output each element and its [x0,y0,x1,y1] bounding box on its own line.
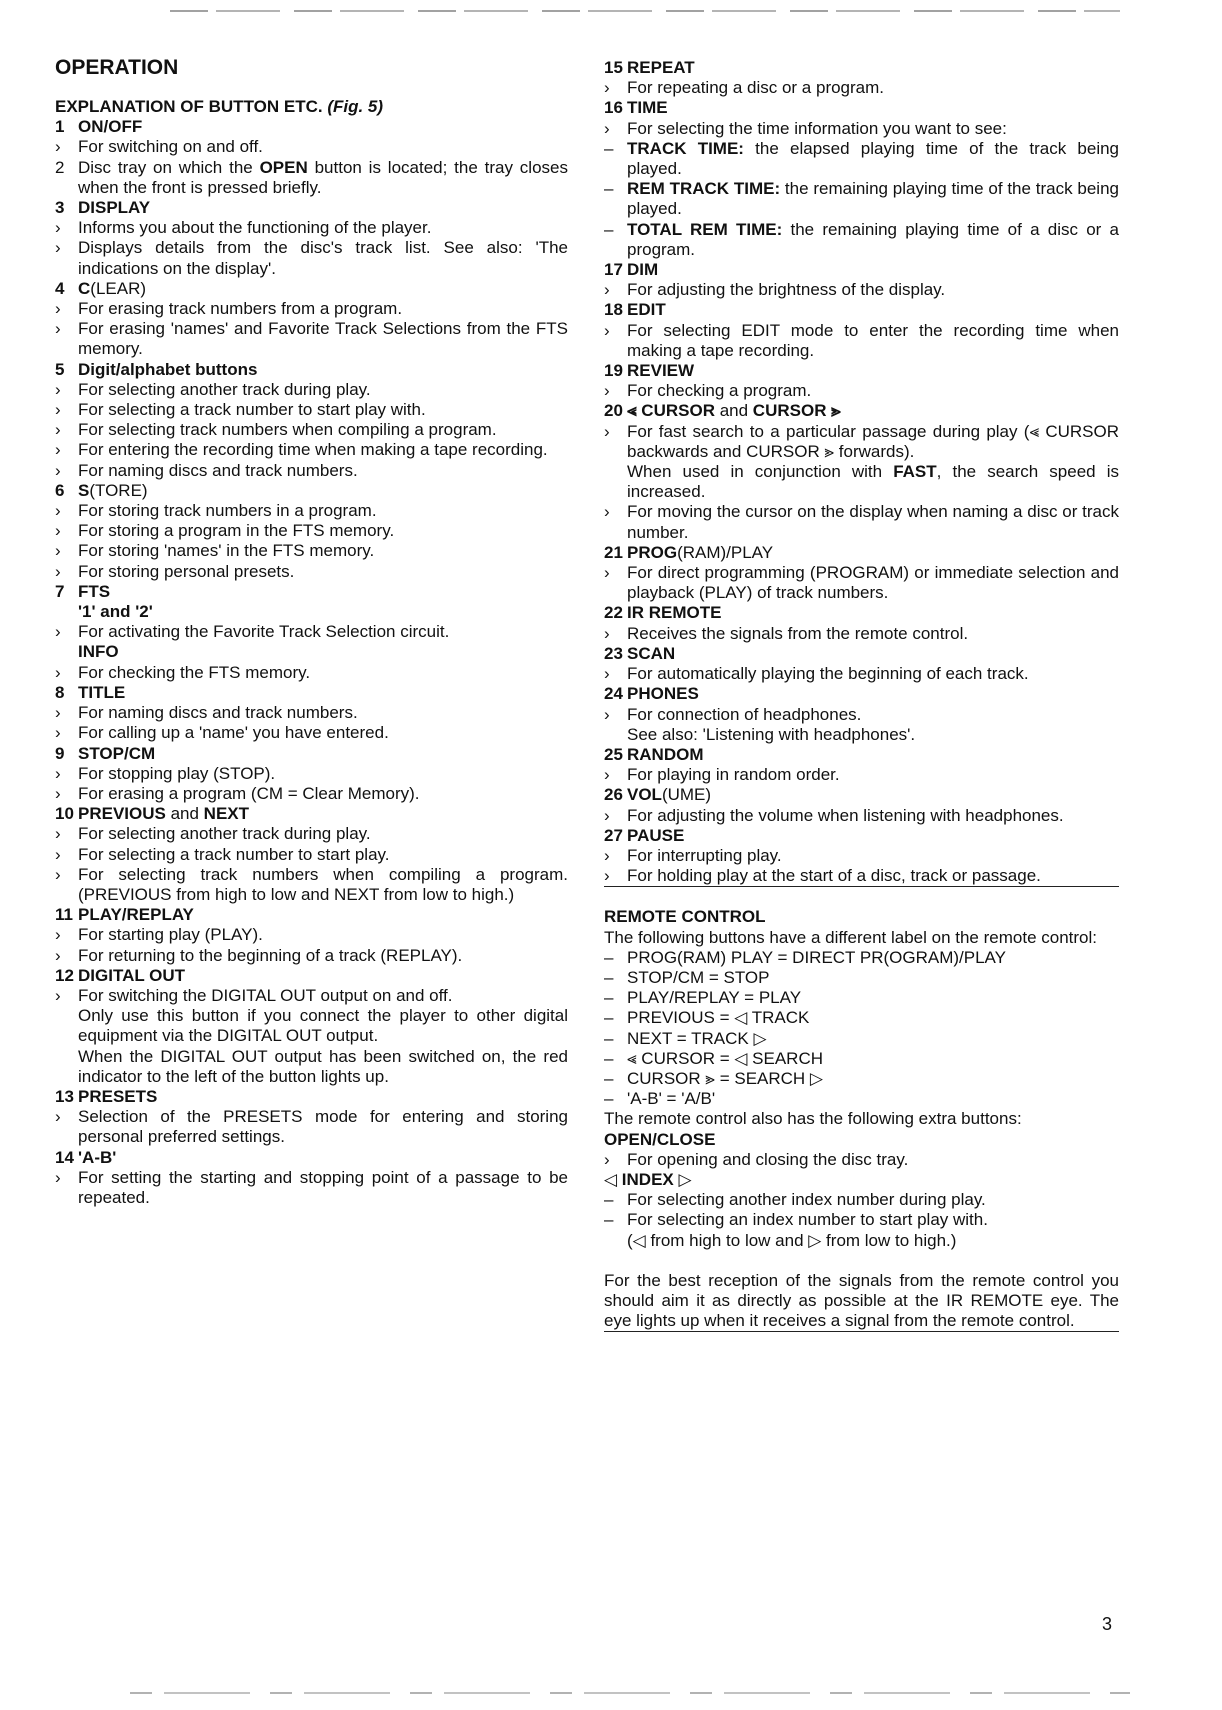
bullet-line: › For checking a program. [604,381,812,401]
bullet-line: › For repeating a disc or a program. [604,78,885,98]
bullet-line: › For erasing a program (CM = Clear Memory). [55,783,420,803]
bullet-line: › For fast search to a particular passage during play (⪡ CURSOR backwards and CURSOR ⪢ forwards). [604,421,1119,461]
entry-subheading: '1' and '2' [78,602,153,622]
entry-heading: 1 ON/OFF [55,117,143,137]
entry-heading: 11 PLAY/REPLAY [55,905,194,925]
bullet-line: › For returning to the beginning of a track (REPLAY). [55,945,463,965]
entry-heading: 7 FTS [55,581,111,601]
bullet-line: › For erasing track numbers from a program. [55,299,403,319]
entry-heading: 21 PROG(RAM)/PLAY [604,542,774,562]
bullet-line: › For automatically playing the beginning of each track. [604,664,1029,684]
bullet-line: › For selecting another track during play. [55,379,371,399]
dash-line: – PROG(RAM) PLAY = DIRECT PR(OGRAM)/PLAY [604,947,1006,967]
entry-heading: 25 RANDOM [604,744,704,764]
bullet-line: › For setting the starting and stopping point of a passage to be repeated. [55,1167,568,1207]
bullet-line: › For opening and closing the disc tray. [604,1149,909,1169]
bullet-line: › For interrupting play. [604,845,782,865]
remote-entry-heading: ◁ INDEX ▷ [604,1169,692,1189]
dash-line: – PLAY/REPLAY = PLAY [604,988,802,1008]
scan-edge-bottom [130,1692,1130,1694]
bullet-line: › For selecting track numbers when compiling a program. [55,420,497,440]
page-title: OPERATION [55,56,179,79]
section-heading-remote: REMOTE CONTROL [604,907,766,927]
entry-heading: 17 DIM [604,260,659,280]
entry-heading: 8 TITLE [55,682,126,702]
entry-heading: 27 PAUSE [604,825,685,845]
bullet-line: › For selecting a track number to start play. [55,844,390,864]
text-line: Only use this button if you connect the player to other digital equipment via the DIGITAL OUT output. [78,1006,568,1046]
dash-line: – For selecting another index number during play. [604,1190,986,1210]
dash-line: – NEXT = TRACK ▷ [604,1028,767,1048]
dash-line: – CURSOR ⪢ = SEARCH ▷ [604,1068,823,1088]
text-line: See also: 'Listening with headphones'. [627,724,916,744]
bullet-line: › For connection of headphones. [604,704,862,724]
entry-heading: 9 STOP/CM [55,743,156,763]
bullet-line: › For entering the recording time when making a tape recording. [55,440,548,460]
dash-line: – PREVIOUS = ◁ TRACK [604,1008,810,1028]
entry-heading: 20 ⪡ CURSOR and CURSOR ⪢ [604,401,841,421]
bullet-line: › For direct programming (PROGRAM) or immediate selection and playback (PLAY) of track numbers. [604,563,1119,603]
numbered-line: 2 Disc tray on which the OPEN button is located; the tray closes when the front is pressed briefly. [55,157,568,197]
entry-heading: 6 S(TORE) [55,480,148,500]
bullet-line: › For stopping play (STOP). [55,763,276,783]
text-line: When the DIGITAL OUT output has been switched on, the red indicator to the left of the button lights up. [78,1046,568,1086]
dash-line: – REM TRACK TIME: the remaining playing time of the track being played. [604,179,1119,219]
bullet-line: › For adjusting the volume when listening with headphones. [604,805,1064,825]
bullet-line: › For activating the Favorite Track Selection circuit. [55,622,450,642]
bullet-line: › For selecting track numbers when compiling a program. (PREVIOUS from high to low and NEXT from low to high.) [55,864,568,904]
bullet-line: › Receives the signals from the remote control. [604,623,969,643]
entry-subheading: INFO [78,642,119,662]
bullet-line: › For storing a program in the FTS memory. [55,521,395,541]
right-column [604,58,1119,1332]
dash-line: – ⪡ CURSOR = ◁ SEARCH [604,1048,823,1068]
text-line: When used in conjunction with FAST, the search speed is increased. [627,462,1119,502]
text-line: The following buttons have a different label on the remote control: [604,927,1097,947]
entry-heading: 10 PREVIOUS and NEXT [55,804,250,824]
bullet-line: › For storing 'names' in the FTS memory. [55,541,375,561]
page-number: 3 [1102,1614,1113,1634]
entry-heading: 22 IR REMOTE [604,603,722,623]
entry-heading: 5 Digit/alphabet buttons [55,359,258,379]
entry-heading: 15 REPEAT [604,58,695,77]
bullet-line: › For calling up a 'name' you have entered. [55,723,389,743]
bullet-line: › Informs you about the functioning of the player. [55,218,432,238]
entry-heading: 13 PRESETS [55,1086,158,1106]
dash-line: – TOTAL REM TIME: the remaining playing time of a disc or a program. [604,219,1119,259]
section-heading: EXPLANATION OF BUTTON ETC. (Fig. 5) [55,97,384,116]
entry-heading: 19 REVIEW [604,361,695,381]
bullet-line: › For moving the cursor on the display when naming a disc or track number. [604,502,1119,542]
entry-heading: 12 DIGITAL OUT [55,965,186,985]
entry-heading: 23 SCAN [604,643,676,663]
text-line: (◁ from high to low and ▷ from low to high.) [627,1230,957,1250]
bullet-line: › For checking the FTS memory. [55,662,311,682]
text-line: The remote control also has the following extra buttons: [604,1109,1022,1129]
dash-line: – 'A-B' = 'A/B' [604,1089,716,1109]
closing-paragraph: For the best reception of the signals from the remote control you should aim it as directly as possible at the IR REMOTE eye. The eye lights up when it receives a signal from the remote control. [604,1271,1119,1333]
entry-heading: 4 C(LEAR) [55,278,147,298]
bullet-line: › For switching the DIGITAL OUT output on and off. [55,985,453,1005]
bullet-line: › Selection of the PRESETS mode for entering and storing personal preferred settings. [55,1107,568,1147]
bullet-line: › Displays details from the disc's track list. See also: 'The indications on the display'. [55,238,568,278]
entry-heading: 26 VOL(UME) [604,785,712,805]
bullet-line: › For playing in random order. [604,765,840,785]
bullet-line: › For erasing 'names' and Favorite Track Selections from the FTS memory. [55,319,568,359]
bullet-line: › For adjusting the brightness of the display. [604,280,946,300]
bullet-line: › For starting play (PLAY). [55,925,263,945]
scan-edge-top [170,10,1120,12]
dash-line: – STOP/CM = STOP [604,967,770,987]
dash-line: – For selecting an index number to start play with. [604,1210,988,1230]
entry-heading: 3 DISPLAY [55,198,151,218]
bullet-line: › For storing personal presets. [55,561,295,581]
dash-line: – TRACK TIME: the elapsed playing time of the track being played. [604,138,1120,179]
bullet-line: › For storing track numbers in a program. [55,501,377,521]
entry-heading: 18 EDIT [604,300,666,320]
bullet-line: › For selecting the time information you want to see: [604,118,1007,138]
bullet-line: › For holding play at the start of a disc, track or passage. [604,866,1119,887]
entry-heading: 16 TIME [604,98,668,118]
bullet-line: › For selecting a track number to start play with. [55,400,426,420]
bullet-line: › For naming discs and track numbers. [55,460,358,480]
bullet-line: › For naming discs and track numbers. [55,703,358,723]
entry-heading: 24 PHONES [604,684,699,704]
left-column [55,56,568,1208]
bullet-line: › For selecting EDIT mode to enter the recording time when making a tape recording. [604,320,1119,360]
bullet-line: › For switching on and off. [55,137,263,157]
entry-heading: 14 'A-B' [55,1147,117,1167]
remote-entry-heading: OPEN/CLOSE [604,1129,716,1149]
bullet-line: › For selecting another track during play. [55,824,371,844]
